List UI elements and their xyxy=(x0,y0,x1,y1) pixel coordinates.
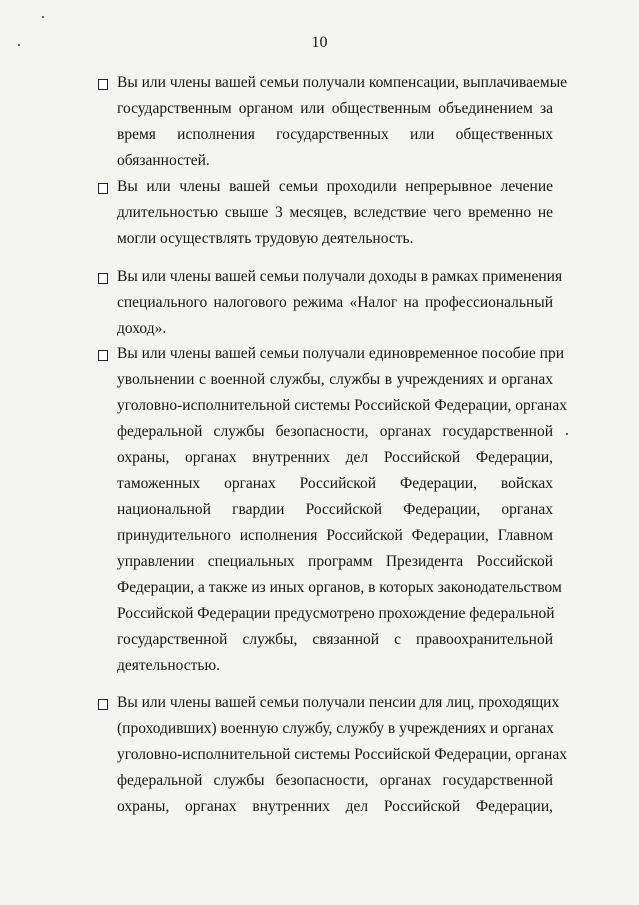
text-line: увольнении с военной службы, службы в учреждениях и органах xyxy=(117,371,553,388)
text-line: Вы или члены вашей семьи получали пенсии для лиц, проходящих xyxy=(117,694,560,711)
checkbox[interactable] xyxy=(98,183,108,194)
text-line: государственной службы, связанной с правоохранительной xyxy=(117,631,553,648)
text-line: Вы или члены вашей семьи получали единовременное пособие при xyxy=(117,345,564,362)
item-text xyxy=(117,264,563,342)
item-text xyxy=(117,174,553,252)
text-line: таможенных органах Российской Федерации, войсках xyxy=(117,475,553,492)
scan-speck xyxy=(566,433,568,435)
text-line: Вы или члены вашей семьи получали доходы в рамках применения xyxy=(117,268,563,285)
text-line: доход». xyxy=(117,320,167,337)
text-line: деятельностью. xyxy=(117,657,220,674)
text-line: государственным органом или общественным объединением за xyxy=(117,100,553,117)
text-line: время исполнения государственных или общественных xyxy=(117,126,553,143)
scan-speck xyxy=(18,44,20,46)
item-text xyxy=(117,341,567,679)
text-line: обязанностей. xyxy=(117,152,210,169)
text-line: национальной гвардии Российской Федерации, органах xyxy=(117,501,553,518)
text-line: охраны, органах внутренних дел Российской Федерации, xyxy=(117,798,553,815)
text-line: Российской Федерации предусмотрено прохождение федеральной xyxy=(117,605,555,622)
checkbox[interactable] xyxy=(98,699,108,710)
text-line: специального налогового режима «Налог на профессиональный xyxy=(117,294,553,311)
checkbox[interactable] xyxy=(98,79,108,90)
text-line: уголовно-исполнительной системы Российской Федерации, органах xyxy=(117,397,567,414)
text-line: управлении специальных программ Президента Российской xyxy=(117,553,553,570)
text-line: Вы или члены вашей семьи проходили непрерывное лечение xyxy=(117,178,553,195)
checkbox[interactable] xyxy=(98,350,108,361)
text-line: (проходивших) военную службу, службу в учреждениях и органах xyxy=(117,720,554,737)
item-text xyxy=(117,690,567,820)
page-number: 10 xyxy=(311,34,328,51)
text-line: уголовно-исполнительной системы Российской Федерации, органах xyxy=(117,746,567,763)
text-line: федеральной службы безопасности, органах государственной xyxy=(117,772,553,789)
text-line: федеральной службы безопасности, органах государственной xyxy=(117,423,553,440)
scan-speck xyxy=(42,16,44,18)
text-line: длительностью свыше 3 месяцев, вследствие чего временно не xyxy=(117,204,553,221)
text-line: принудительного исполнения Российской Федерации, Главном xyxy=(117,527,553,544)
text-line: Федерации, а также из иных органов, в которых законодательством xyxy=(117,579,562,596)
item-text xyxy=(117,70,567,174)
text-line: охраны, органах внутренних дел Российской Федерации, xyxy=(117,449,553,466)
text-line: могли осуществлять трудовую деятельность. xyxy=(117,230,414,247)
text-line: Вы или члены вашей семьи получали компенсации, выплачиваемые xyxy=(117,74,567,91)
checkbox[interactable] xyxy=(98,273,108,284)
